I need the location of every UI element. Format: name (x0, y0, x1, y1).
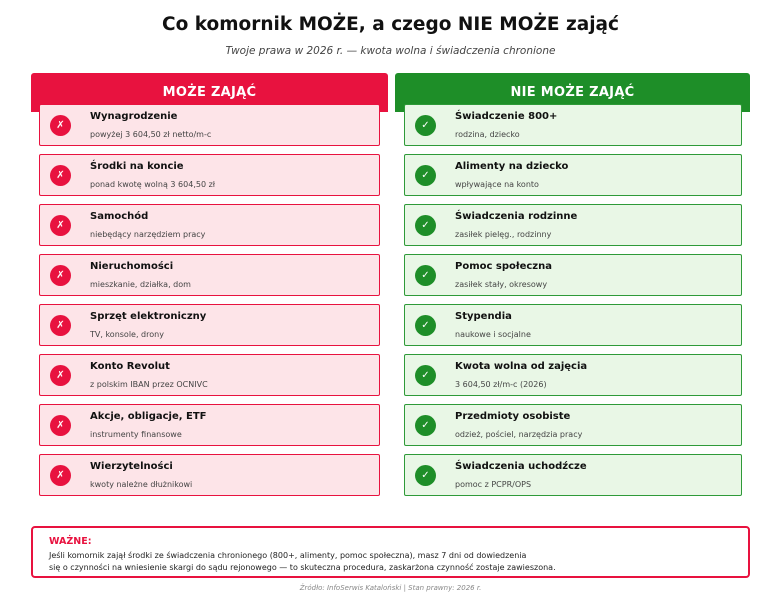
check-icon: ✓ (415, 465, 436, 486)
card-subtitle: TV, konsole, drony (90, 330, 164, 339)
card-subtitle: 3 604,50 zł/m-c (2026) (455, 380, 547, 389)
cross-icon: ✗ (50, 365, 71, 386)
cross-icon: ✗ (50, 215, 71, 236)
card-subtitle: ponad kwotę wolną 3 604,50 zł (90, 180, 216, 189)
card-subtitle: instrumenty finansowe (90, 430, 182, 439)
page-subtitle: Twoje prawa w 2026 r. — kwota wolna i świadczenia chronione (225, 45, 556, 57)
seizable-item-card (39, 354, 380, 396)
seizable-item-card (39, 104, 380, 146)
card-subtitle: powyżej 3 604,50 zł netto/m-c (90, 130, 212, 139)
column-header-can-seize: MOŻE ZAJĄĆ (31, 73, 388, 112)
card-subtitle: niebędący narzędziem pracy (90, 230, 206, 239)
cross-icon: ✗ (50, 165, 71, 186)
seizable-item-card (39, 254, 380, 296)
note-line-1: Jeśli komornik zajął środki ze świadczenia chronionego (800+, alimenty, pomoc społeczna), masz 7 dni od dowiedzenia (49, 551, 527, 560)
card-title: Stypendia (455, 311, 512, 322)
card-title: Kwota wolna od zajęcia (455, 361, 588, 372)
check-icon: ✓ (415, 215, 436, 236)
protected-item-card (404, 354, 742, 396)
check-icon: ✓ (415, 165, 436, 186)
card-title: Świadczenia uchodźcze (455, 461, 587, 472)
card-title: Świadczenie 800+ (455, 111, 558, 122)
card-title: Pomoc społeczna (455, 261, 552, 272)
card-subtitle: odzież, pościel, narzędzia pracy (455, 430, 583, 439)
card-title: Środki na koncie (90, 161, 184, 172)
column-header-cannot-seize: NIE MOŻE ZAJĄĆ (395, 73, 750, 112)
column-cannot-seize (395, 73, 750, 489)
card-title: Nieruchomości (90, 261, 174, 272)
protected-item-card (404, 104, 742, 146)
protected-item-card (404, 204, 742, 246)
check-icon: ✓ (415, 365, 436, 386)
cross-icon: ✗ (50, 315, 71, 336)
card-subtitle: zasiłek stały, okresowy (455, 280, 548, 289)
card-title: Przedmioty osobiste (455, 411, 571, 422)
protected-item-card (404, 304, 742, 346)
check-icon: ✓ (415, 265, 436, 286)
cross-icon: ✗ (50, 465, 71, 486)
card-title: Wynagrodzenie (90, 111, 178, 122)
card-title: Alimenty na dziecko (455, 161, 569, 172)
cross-icon: ✗ (50, 265, 71, 286)
card-subtitle: pomoc z PCPR/OPS (455, 480, 532, 489)
check-icon: ✓ (415, 115, 436, 136)
card-subtitle: naukowe i socjalne (455, 330, 531, 339)
card-subtitle: kwoty należne dłużnikowi (90, 480, 193, 489)
cross-icon: ✗ (50, 415, 71, 436)
page-title: Co komornik MOŻE, a czego NIE MOŻE zająć (162, 14, 619, 35)
seizable-item-card (39, 404, 380, 446)
cross-icon: ✗ (50, 115, 71, 136)
card-title: Konto Revolut (90, 361, 170, 372)
card-subtitle: rodzina, dziecko (455, 130, 520, 139)
seizable-item-card (39, 454, 380, 496)
source-footer: Źródło: InfoSerwis Kataloński | Stan prawny: 2026 r. (299, 584, 482, 592)
important-note (31, 526, 750, 578)
column-can-seize (31, 73, 388, 489)
card-title: Świadczenia rodzinne (455, 211, 578, 222)
seizable-item-card (39, 304, 380, 346)
seizable-item-card (39, 154, 380, 196)
card-subtitle: z polskim IBAN przez OCNIVC (90, 380, 208, 389)
card-subtitle: zasiłek pielęg., rodzinny (455, 230, 552, 239)
seizable-item-card (39, 204, 380, 246)
protected-item-card (404, 454, 742, 496)
card-subtitle: mieszkanie, działka, dom (90, 280, 191, 289)
note-line-2: się o czynności na wniesienie skargi do sądu rejonowego — to skuteczna procedura, zaskarżona czynność zostaje zawieszona. (49, 563, 556, 572)
card-title: Wierzytelności (90, 461, 173, 472)
check-icon: ✓ (415, 415, 436, 436)
note-text (49, 550, 739, 574)
protected-item-card (404, 154, 742, 196)
protected-item-card (404, 254, 742, 296)
card-title: Samochód (90, 211, 149, 222)
card-title: Sprzęt elektroniczny (90, 311, 207, 322)
note-label: WAŻNE: (49, 536, 92, 547)
card-subtitle: wpływające na konto (455, 180, 539, 189)
check-icon: ✓ (415, 315, 436, 336)
card-title: Akcje, obligacje, ETF (90, 411, 207, 422)
protected-item-card (404, 404, 742, 446)
